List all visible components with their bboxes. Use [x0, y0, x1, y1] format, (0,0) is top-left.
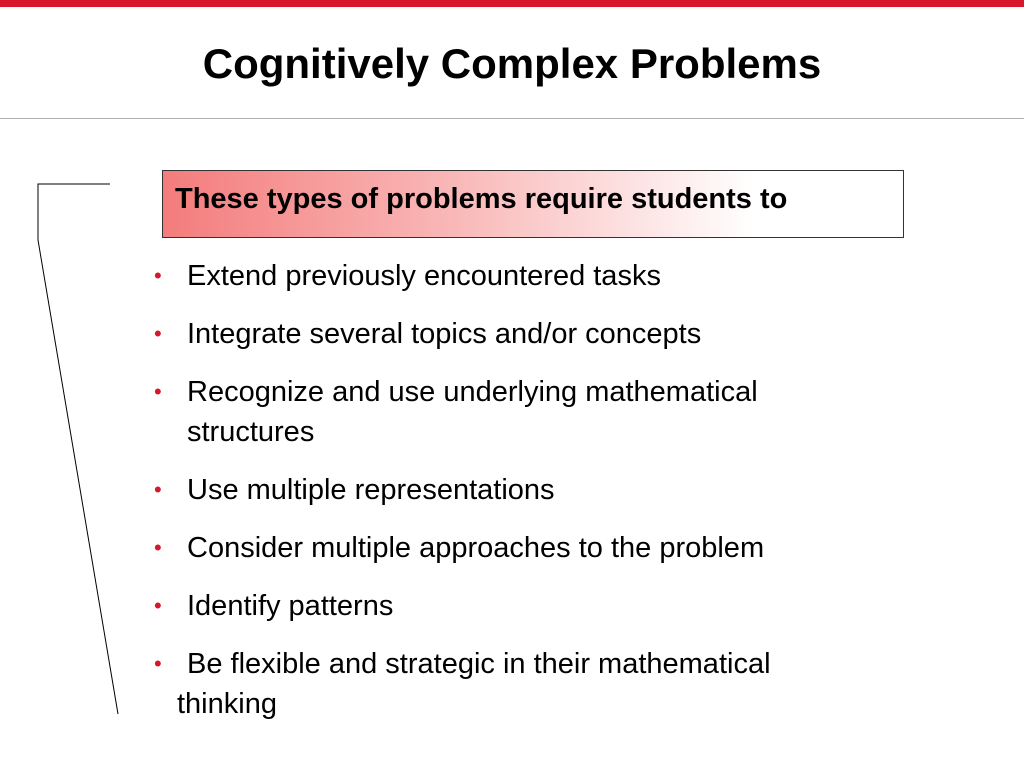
bullet-dot-icon: •: [154, 321, 162, 346]
list-item: [150, 372, 910, 452]
bullet-list: [150, 256, 910, 742]
list-item: [150, 528, 910, 568]
title-divider: [0, 118, 1024, 119]
list-item-text: Extend previously encountered tasks: [187, 260, 661, 292]
list-item-text: Consider multiple approaches to the problem: [187, 532, 765, 564]
top-accent-bar: [0, 0, 1024, 7]
bullet-dot-icon: •: [154, 535, 162, 560]
list-item-text: Be flexible and strategic in their mathematical: [187, 648, 771, 680]
callout-text: These types of problems require students to: [175, 183, 788, 215]
left-bracket-decoration: [0, 0, 130, 730]
list-item-text: Recognize and use underlying mathematical structures: [187, 376, 758, 448]
list-item-text: Integrate several topics and/or concepts: [187, 318, 702, 350]
callout-box: [162, 170, 904, 238]
list-item: [150, 586, 910, 626]
list-item: [150, 256, 910, 296]
list-item-text: Identify patterns: [187, 590, 394, 622]
bullet-dot-icon: •: [154, 593, 162, 618]
list-item: [150, 470, 910, 510]
list-item-continuation: thinking: [177, 688, 277, 720]
bullet-dot-icon: •: [154, 263, 162, 288]
bullet-dot-icon: •: [154, 379, 162, 404]
slide-title: Cognitively Complex Problems: [202, 40, 822, 87]
bullet-dot-icon: •: [154, 651, 162, 676]
bullet-dot-icon: •: [154, 477, 162, 502]
list-item: [150, 644, 910, 724]
list-item-text: Use multiple representations: [187, 474, 555, 506]
list-item: [150, 314, 910, 354]
